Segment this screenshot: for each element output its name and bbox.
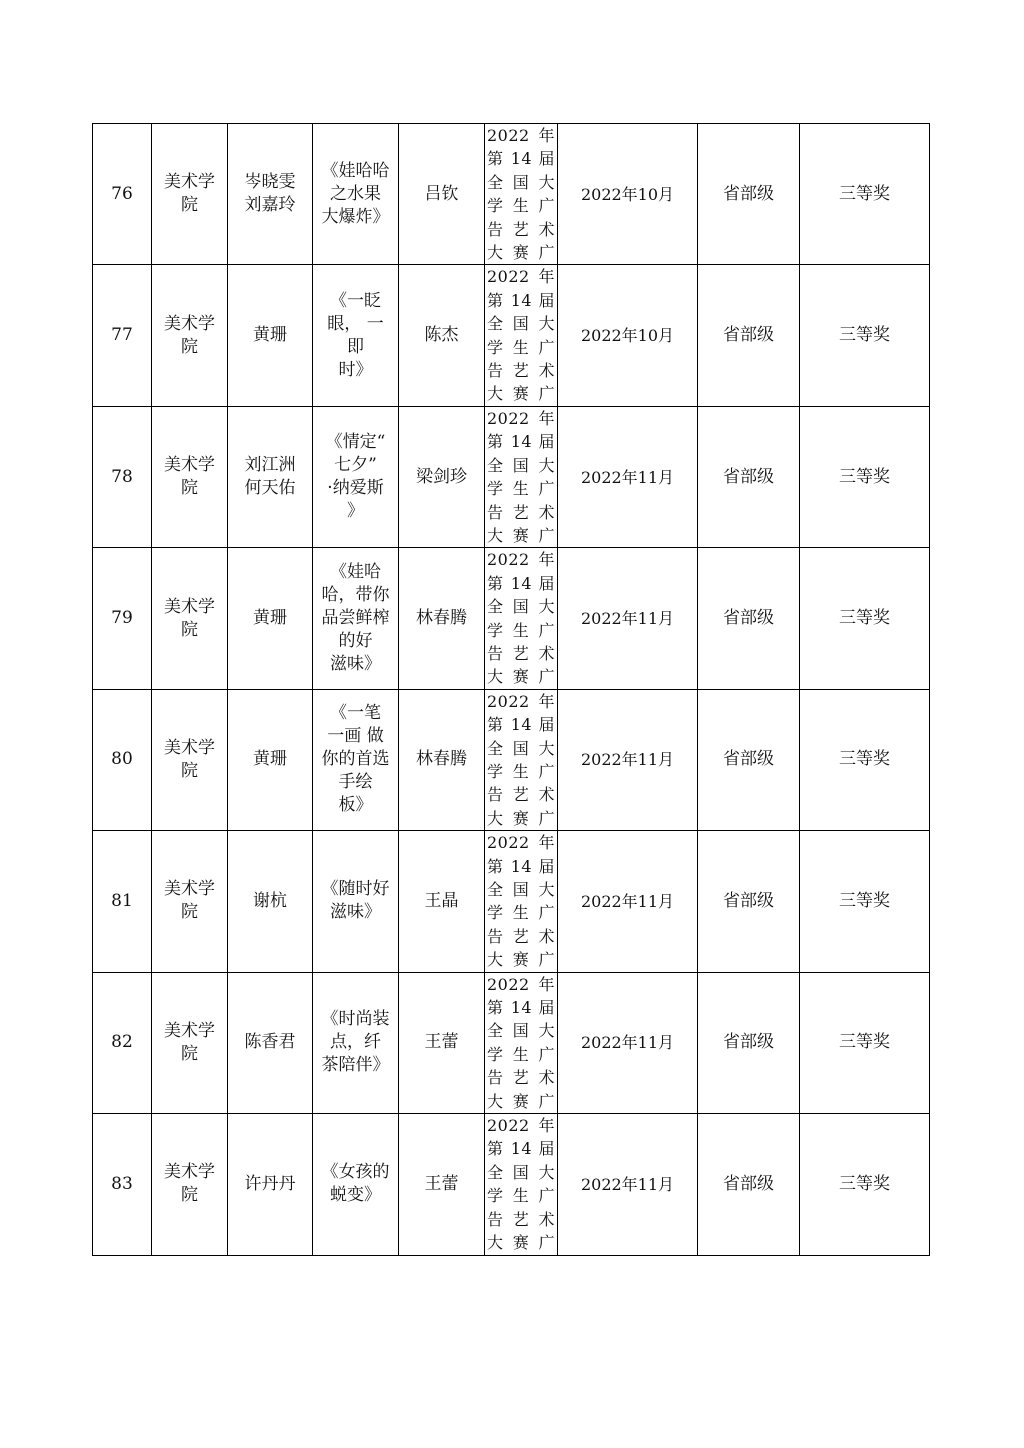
row-number: 78 bbox=[93, 406, 152, 547]
award-cell: 三等奖 bbox=[800, 265, 930, 406]
competition-line: 全 国 大 bbox=[487, 880, 555, 899]
college-cell: 美术学院 bbox=[152, 972, 228, 1113]
work-title-line: 滋味》 bbox=[330, 654, 381, 675]
date-cell: 2022年10月 bbox=[558, 265, 698, 406]
row-number: 83 bbox=[93, 1114, 152, 1255]
college-cell: 美术学院 bbox=[152, 548, 228, 689]
competition-cell bbox=[485, 265, 558, 406]
competition-cell bbox=[485, 406, 558, 547]
competition-cell bbox=[485, 124, 558, 265]
advisor-cell: 吕钦 bbox=[399, 124, 485, 265]
work-title-cell bbox=[313, 972, 399, 1113]
table-row bbox=[93, 689, 930, 830]
table-row bbox=[93, 406, 930, 547]
college-cell: 美术学院 bbox=[152, 124, 228, 265]
table-row bbox=[93, 831, 930, 972]
college-cell: 美术学院 bbox=[152, 831, 228, 972]
work-title-line: 大爆炸》 bbox=[321, 206, 390, 227]
work-title-line: 《娃哈 bbox=[330, 562, 381, 583]
row-number: 76 bbox=[93, 124, 152, 265]
award-cell: 三等奖 bbox=[800, 831, 930, 972]
work-title-line: 一画 做 bbox=[327, 726, 384, 747]
students-cell bbox=[228, 689, 313, 830]
work-title-cell bbox=[313, 124, 399, 265]
date-cell: 2022年11月 bbox=[558, 689, 698, 830]
work-title-line: 《随时好 bbox=[321, 879, 390, 900]
competition-line: 告 艺 术 bbox=[487, 1068, 555, 1088]
work-title-line: 滋味》 bbox=[330, 902, 381, 923]
competition-line: 全 国 大 bbox=[487, 738, 555, 758]
students-cell bbox=[228, 831, 313, 972]
level-cell: 省部级 bbox=[698, 406, 800, 547]
advisor-cell: 王蕾 bbox=[399, 972, 485, 1113]
advisor-cell: 林春腾 bbox=[399, 689, 485, 830]
award-cell: 三等奖 bbox=[800, 689, 930, 830]
competition-line: 学 生 广 bbox=[487, 761, 555, 781]
competition-line: 告 艺 术 bbox=[487, 361, 555, 381]
level-cell: 省部级 bbox=[698, 972, 800, 1113]
work-title-line: ·纳爱斯 bbox=[327, 478, 384, 499]
award-cell: 三等奖 bbox=[800, 972, 930, 1113]
level-cell: 省部级 bbox=[698, 124, 800, 265]
work-title-line: 《时尚装 bbox=[321, 1009, 390, 1030]
work-title-line: 时》 bbox=[338, 359, 373, 380]
competition-line: 告 艺 术 bbox=[487, 502, 555, 522]
student-name: 何天佑 bbox=[244, 478, 296, 499]
competition-line: 第 14 届 bbox=[487, 432, 555, 452]
competition-cell bbox=[485, 548, 558, 689]
competition-line: 学 生 广 bbox=[487, 196, 555, 216]
competition-line: 第 14 届 bbox=[487, 149, 555, 169]
competition-line: 告 艺 术 bbox=[487, 643, 555, 663]
competition-line: 2022 年 bbox=[487, 126, 555, 145]
college-cell: 美术学院 bbox=[152, 689, 228, 830]
award-cell: 三等奖 bbox=[800, 1114, 930, 1255]
student-name: 刘嘉玲 bbox=[244, 195, 296, 216]
competition-line: 告 艺 术 bbox=[487, 926, 555, 946]
competition-line: 第 14 届 bbox=[487, 573, 555, 593]
competition-line: 学 生 广 bbox=[487, 479, 555, 499]
date-cell: 2022年11月 bbox=[558, 831, 698, 972]
advisor-cell: 梁剑珍 bbox=[399, 406, 485, 547]
work-title-line: 》 bbox=[347, 501, 364, 522]
students-cell bbox=[228, 124, 313, 265]
competition-cell bbox=[485, 689, 558, 830]
competition-line: 大 赛 广 bbox=[487, 525, 555, 545]
table-row bbox=[93, 1114, 930, 1255]
competition-line: 2022 年 bbox=[487, 267, 555, 287]
work-title-line: 你的首选 bbox=[321, 749, 390, 770]
award-cell: 三等奖 bbox=[800, 406, 930, 547]
table-row bbox=[93, 265, 930, 406]
advisor-cell: 王蕾 bbox=[399, 1114, 485, 1255]
row-number: 80 bbox=[93, 689, 152, 830]
competition-line: 第 14 届 bbox=[487, 1139, 555, 1159]
award-cell: 三等奖 bbox=[800, 548, 930, 689]
row-number: 79 bbox=[93, 548, 152, 689]
competition-line: 大 赛 广 bbox=[487, 808, 555, 828]
competition-line: 2022 年 bbox=[487, 691, 555, 711]
competition-line: 第 14 届 bbox=[487, 290, 555, 310]
work-title-line: 的好 bbox=[338, 631, 373, 652]
competition-line: 大 赛 广 bbox=[487, 1233, 555, 1253]
competition-line: 大 赛 广 bbox=[487, 1091, 555, 1111]
student-name: 刘江洲 bbox=[244, 455, 296, 476]
student-name: 许丹丹 bbox=[244, 1173, 296, 1194]
competition-line: 全 国 大 bbox=[487, 1162, 555, 1182]
work-title-line: 《一眨 bbox=[330, 290, 381, 311]
competition-cell bbox=[485, 1114, 558, 1255]
row-number: 82 bbox=[93, 972, 152, 1113]
level-cell: 省部级 bbox=[698, 689, 800, 830]
student-name: 黄珊 bbox=[253, 608, 287, 629]
competition-line: 学 生 广 bbox=[487, 903, 555, 923]
work-title-cell bbox=[313, 831, 399, 972]
work-title-line: 七夕” bbox=[334, 455, 377, 476]
work-title-line: 手绘 bbox=[338, 772, 373, 793]
advisor-cell: 林春腾 bbox=[399, 548, 485, 689]
work-title-cell bbox=[313, 265, 399, 406]
competition-line: 全 国 大 bbox=[487, 597, 555, 617]
work-title-line: 即 bbox=[347, 336, 364, 357]
competition-cell bbox=[485, 972, 558, 1113]
date-cell: 2022年11月 bbox=[558, 1114, 698, 1255]
competition-line: 学 生 广 bbox=[487, 620, 555, 640]
competition-line: 学 生 广 bbox=[487, 1044, 555, 1064]
table-row bbox=[93, 124, 930, 265]
competition-line: 大 赛 广 bbox=[487, 950, 555, 970]
date-cell: 2022年11月 bbox=[558, 406, 698, 547]
work-title-line: 眼， 一 bbox=[327, 313, 384, 334]
work-title-line: 《情定“ bbox=[325, 432, 386, 453]
work-title-cell bbox=[313, 1114, 399, 1255]
competition-line: 2022 年 bbox=[487, 1116, 555, 1136]
work-title-line: 之水果 bbox=[330, 183, 381, 204]
level-cell: 省部级 bbox=[698, 1114, 800, 1255]
work-title-cell bbox=[313, 689, 399, 830]
students-cell bbox=[228, 406, 313, 547]
college-cell: 美术学院 bbox=[152, 406, 228, 547]
student-name: 陈香君 bbox=[244, 1032, 296, 1053]
college-cell: 美术学院 bbox=[152, 1114, 228, 1255]
row-number: 77 bbox=[93, 265, 152, 406]
students-cell bbox=[228, 1114, 313, 1255]
students-cell bbox=[228, 548, 313, 689]
level-cell: 省部级 bbox=[698, 265, 800, 406]
work-title-line: 哈，带你 bbox=[321, 585, 390, 606]
work-title-cell bbox=[313, 548, 399, 689]
competition-line: 大 赛 广 bbox=[487, 667, 555, 687]
date-cell: 2022年11月 bbox=[558, 972, 698, 1113]
row-number: 81 bbox=[93, 831, 152, 972]
students-cell bbox=[228, 265, 313, 406]
competition-line: 告 艺 术 bbox=[487, 1209, 555, 1229]
work-title-line: 蜕变》 bbox=[330, 1185, 381, 1206]
advisor-cell: 王晶 bbox=[399, 831, 485, 972]
work-title-line: 品尝鲜榨 bbox=[321, 608, 390, 629]
student-name: 黄珊 bbox=[253, 325, 287, 346]
table-body bbox=[93, 124, 930, 1256]
students-cell bbox=[228, 972, 313, 1113]
competition-line: 全 国 大 bbox=[487, 314, 555, 334]
work-title-line: 《女孩的 bbox=[321, 1162, 390, 1183]
competition-line: 全 国 大 bbox=[487, 1021, 555, 1041]
work-title-line: 茶陪伴》 bbox=[321, 1055, 390, 1076]
level-cell: 省部级 bbox=[698, 548, 800, 689]
student-name: 谢杭 bbox=[253, 890, 287, 911]
competition-line: 2022 年 bbox=[487, 833, 555, 853]
competition-line: 全 国 大 bbox=[487, 172, 555, 192]
competition-line: 2022 年 bbox=[487, 550, 555, 570]
student-name: 岑晓雯 bbox=[244, 172, 296, 193]
date-cell: 2022年10月 bbox=[558, 124, 698, 265]
competition-line: 大 赛 广 bbox=[487, 384, 555, 404]
competition-line: 2022 年 bbox=[487, 408, 555, 428]
competition-line: 2022 年 bbox=[487, 974, 555, 994]
award-cell: 三等奖 bbox=[800, 124, 930, 265]
level-cell: 省部级 bbox=[698, 831, 800, 972]
advisor-cell: 陈杰 bbox=[399, 265, 485, 406]
work-title-line: 《一笔 bbox=[330, 703, 381, 724]
competition-line: 全 国 大 bbox=[487, 455, 555, 475]
competition-line: 第 14 届 bbox=[487, 856, 555, 876]
college-cell: 美术学院 bbox=[152, 265, 228, 406]
student-name: 黄珊 bbox=[253, 749, 287, 770]
competition-line: 大 赛 广 bbox=[487, 243, 555, 263]
work-title-line: 点，纤 bbox=[330, 1032, 381, 1053]
table-row bbox=[93, 548, 930, 689]
work-title-line: 《娃哈哈 bbox=[321, 160, 390, 181]
competition-line: 告 艺 术 bbox=[487, 785, 555, 805]
competition-cell bbox=[485, 831, 558, 972]
work-title-line: 板》 bbox=[338, 795, 373, 816]
competition-line: 第 14 届 bbox=[487, 715, 555, 735]
competition-line: 告 艺 术 bbox=[487, 219, 555, 239]
competition-line: 学 生 广 bbox=[487, 1186, 555, 1206]
date-cell: 2022年11月 bbox=[558, 548, 698, 689]
work-title-cell bbox=[313, 406, 399, 547]
competition-line: 学 生 广 bbox=[487, 337, 555, 357]
table-row bbox=[93, 972, 930, 1113]
competition-line: 第 14 届 bbox=[487, 998, 555, 1018]
award-table bbox=[92, 123, 930, 1256]
